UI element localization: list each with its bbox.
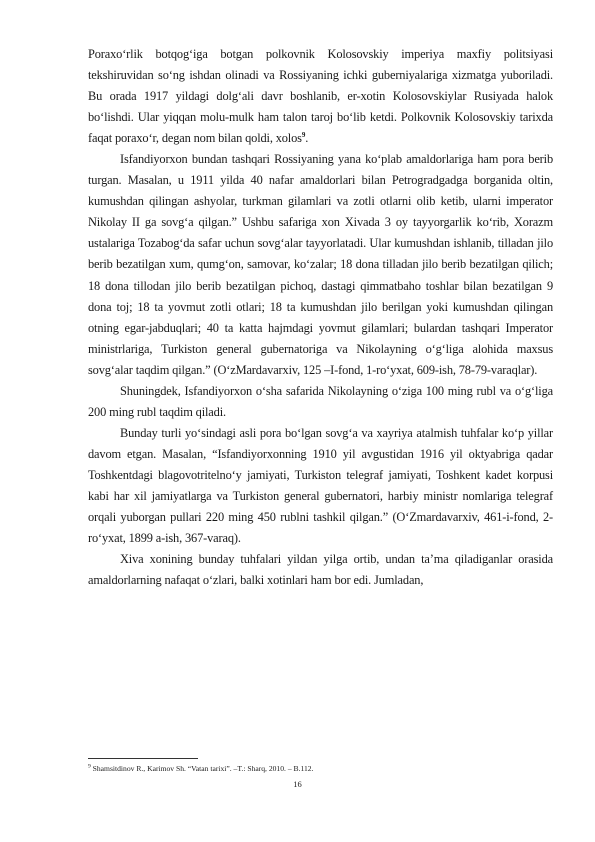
paragraph-4: Bunday turli yo‘sindagi asli pora bo‘lgan sovg‘a va xayriya atalmish tuhfalar ko‘p yillar davom etgan. Masalan, “Isfandiyorxonning 1910 yil avgustidan 1916 yil oktyabriga qadar Toshkentdagi blagovotritelno‘y jamiyati, Turkiston telegraf jamiyati, Toshkent kadet korpusi kabi har xil jamiyatlarga va Turkiston general gubernatori, harbiy ministr nomlariga telegraf orqali yuborgan pullari 220 ming 450 rublni tashkil qilgan.” (O‘Zmardavarxiv, 461-i-fond, 2-ro‘yxat, 1899 a-ish, 367-varaq). — [88, 425, 553, 546]
paragraph-2: Isfandiyorxon bundan tashqari Rossiyaning yana ko‘plab amaldorlariga ham pora berib turgan. Masalan, u 1911 yilda 40 nafar amaldorlari bilan Petrogradgadga borganida oltin, kumushdan qilingan ashyolar, turkman gilamlari va zotli otlarni olib ketib, ularni imperator Nikolay II ga sovg‘a qilgan.” Ushbu safariga xon Xivada 3 oy tayyorgarlik ko‘rib, Xorazm ustalariga Tozabog‘da safar uchun sovg‘alar tayyorlatadi. Ular kumushdan ishlanib, tilladan jilo berib bezatilgan xum, qumg‘on, samovar, ko‘zalar; 18 dona tilladan jilo berib bezatilgan qilich; 18 dona tillodan jilo berib bezatilgan pichoq, dastagi qimmatbaho toshlar bilan bezatilgan 9 dona toj; 18 ta yovmut zotli otlari; 18 ta kumushdan jilo berilgan yoki kumushdan qilingan otning egar-jabduqlari; 40 ta katta hajmdagi yovmut gilamlari; bulardan tashqari Imperator ministrlariga, Turkiston general gubernatoriga va Nikolayning o‘g‘liga alohida maxsus sovg‘alar taqdim qilgan.” (O‘zMardavarxiv, 125 –I-fond, 1-ro‘yxat, 609-ish, 78-79-varaqlar). — [88, 152, 553, 377]
footnote-divider — [88, 758, 198, 759]
paragraph-1 — [88, 44, 553, 149]
footnote-text: Shamsitdinov R., Karimov Sh. “Vatan tarixi”. –T.: Sharq, 2010. – B.112. — [92, 764, 314, 773]
page-number: 16 — [293, 779, 302, 789]
paragraph-5: Xiva xonining bunday tuhfalari yildan yilga ortib, undan ta’ma qiladiganlar orasida amaldorlarning nafaqat o‘zlari, balki xotinlari ham bor edi. Jumladan, — [88, 552, 553, 588]
footnote-reference[interactable]: 9 — [301, 131, 306, 140]
footnote-number: 9 — [88, 763, 91, 770]
page-body — [88, 44, 553, 591]
paragraph-1-end: . — [305, 131, 309, 146]
paragraph-3: Shuningdek, Isfandiyorxon o‘sha safarida Nikolayning o‘ziga 100 ming rubl va o‘g‘liga 200 ming rubl taqdim qiladi. — [88, 383, 553, 419]
paragraph-1-text: Poraxo‘rlik botqog‘iga botgan polkovnik Kolosovskiy imperiya maxfiy politsiyasi tekshiruvidan so‘ng ishdan olinadi va Rossiyaning ichki guberniyalariga xizmatga yuboriladi. Bu orada 1917 yildagi dolg‘ali davr boshlanib, er-xotin Kolosovskiylar Rusiyada halok bo‘lishdi. Ular yiqqan molu-mulk ham talon taroj bo‘lib ketdi. Polkovnik Kolosovskiy tarixda faqat poraxo‘r, degan nom bilan qoldi, xolos — [88, 47, 553, 146]
footnote — [88, 764, 553, 774]
